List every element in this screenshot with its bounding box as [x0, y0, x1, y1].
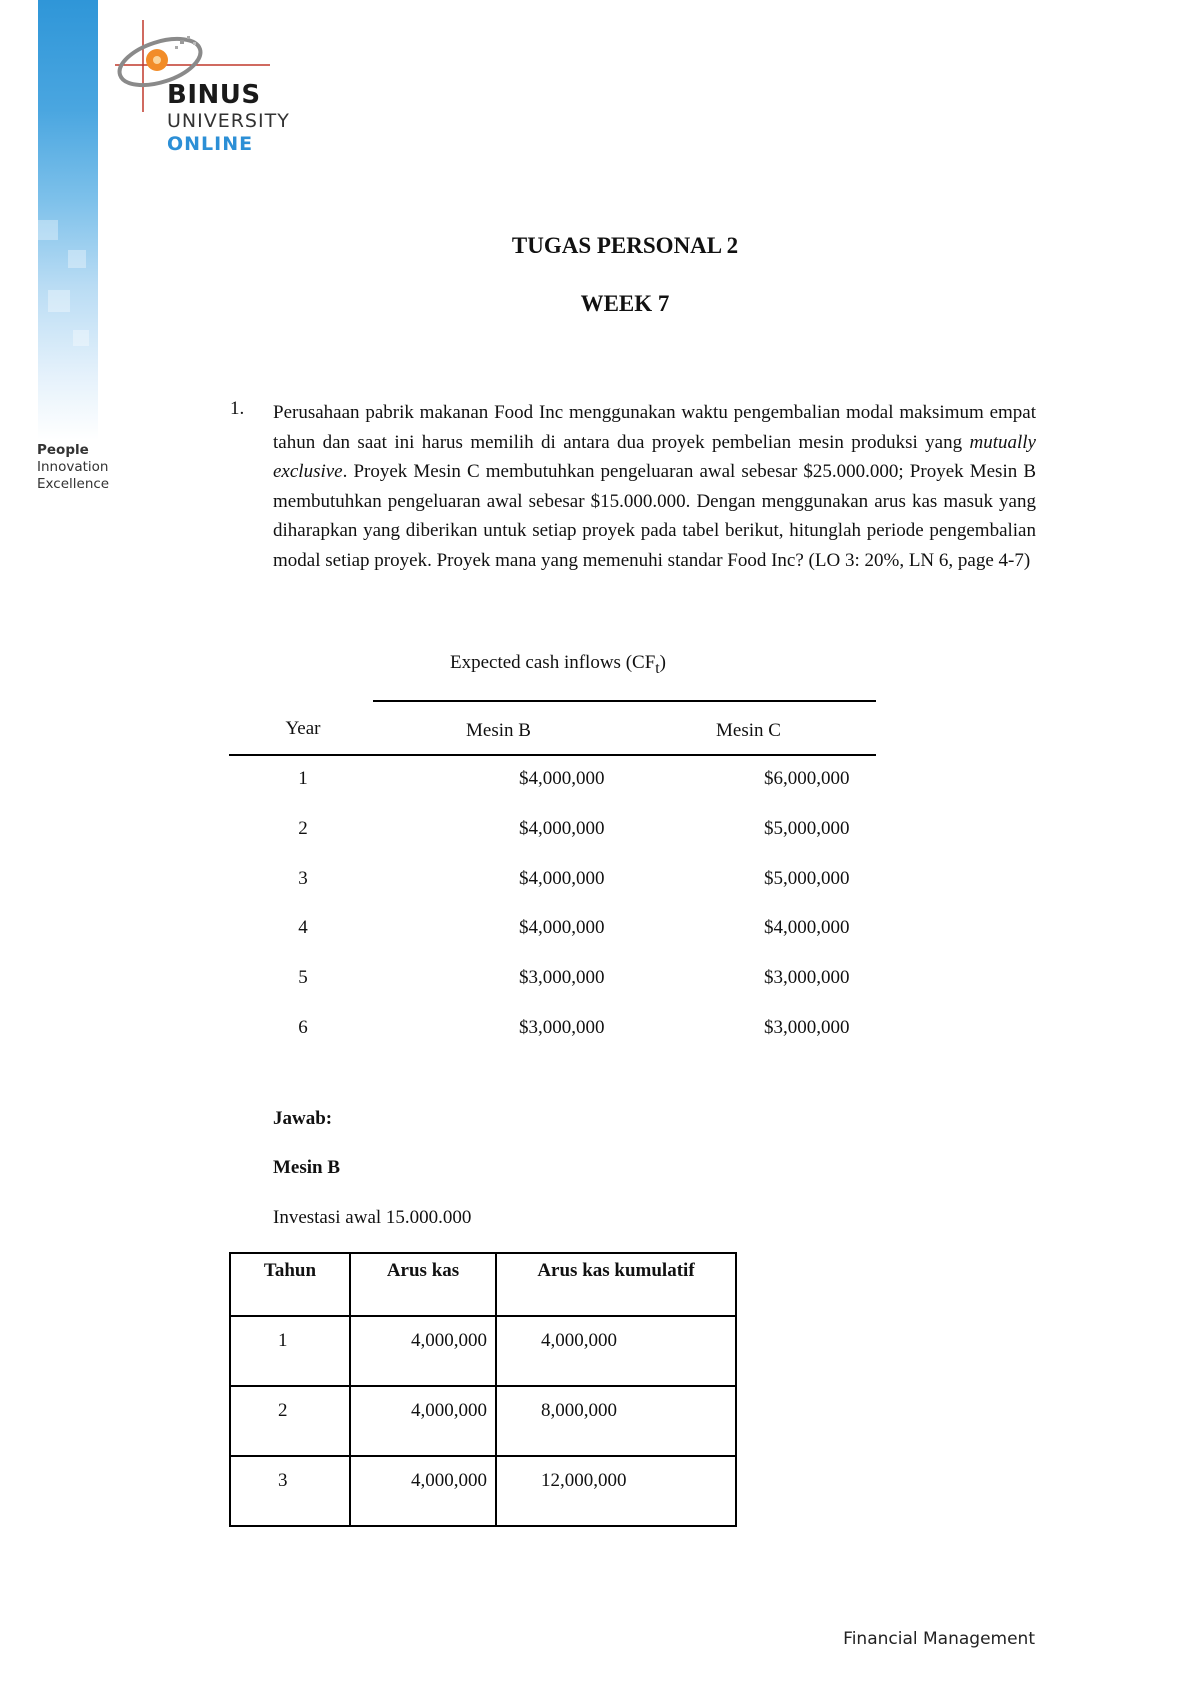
initial-investment: Investasi awal 15.000.000: [273, 1207, 472, 1228]
cell-mesin-b: $3,000,000: [519, 1016, 605, 1038]
cell-tahun: 2: [230, 1386, 350, 1456]
cell-mesin-c: $3,000,000: [764, 967, 850, 989]
cell-year: 5: [298, 967, 308, 989]
cell-year: 2: [298, 817, 308, 839]
answer-label: Jawab:: [273, 1108, 333, 1129]
cell-mesin-b: $4,000,000: [519, 917, 605, 939]
caption-end: ): [659, 652, 666, 673]
caption-text: Expected cash inflows (CF: [450, 652, 656, 673]
cash-flow-caption: [450, 652, 666, 678]
question-text-part: . Proyek Mesin C membutuhkan pengeluaran awal sebesar $25.000.000; Proyek Mesin B membutuhkan pengeluaran awal sebesar $15.000.000. Dengan menggunakan arus kas masuk yang diharapkan yang diberikan untuk setiap proyek pada tabel berikut, hitunglah periode pengembalian modal setiap proyek. Proyek mana yang memenuhi standar Food Inc? (LO 3: 20%, LN 6, page 4-7): [273, 461, 1036, 571]
cell-mesin-c: $3,000,000: [764, 1016, 850, 1038]
cell-arus-kas-kumulatif: 8,000,000: [496, 1386, 736, 1456]
header-arus-kas-kumulatif: Arus kas kumulatif: [496, 1253, 736, 1316]
question-text-italic: mutually exclusive: [273, 431, 1036, 482]
tagline-line: Excellence: [37, 476, 110, 492]
cell-arus-kas-kumulatif: 12,000,000: [496, 1456, 736, 1526]
table-row: [230, 1456, 736, 1526]
page-title: TUGAS PERSONAL 2: [511, 233, 739, 258]
cell-tahun: 3: [230, 1456, 350, 1526]
table-row: [229, 1007, 876, 1057]
table-body: [229, 758, 876, 1057]
cell-mesin-b: $4,000,000: [519, 768, 605, 789]
cell-arus-kas: 4,000,000: [350, 1386, 496, 1456]
cell-tahun: 1: [230, 1316, 350, 1386]
footer-course-name: Financial Management: [843, 1629, 1035, 1649]
table-header-rule: [229, 754, 876, 756]
cell-mesin-c: $5,000,000: [764, 867, 850, 889]
question-text: [273, 398, 1036, 575]
caption-subscript: t: [655, 659, 660, 677]
header-arus-kas: Arus kas: [350, 1253, 496, 1316]
table-row: [230, 1316, 736, 1386]
cell-arus-kas-kumulatif: 4,000,000: [496, 1316, 736, 1386]
table-row: [229, 957, 876, 1007]
question-number: 1.: [230, 398, 245, 419]
cell-year: 1: [298, 768, 308, 789]
cell-year: 6: [298, 1016, 308, 1038]
cell-mesin-c: $6,000,000: [764, 768, 850, 789]
table-row: [229, 808, 876, 858]
table-top-rule: [373, 700, 876, 702]
table-row: [229, 907, 876, 957]
cumulative-cash-flow-table: [229, 1252, 737, 1527]
header-year: Year: [285, 718, 321, 739]
table-row: [230, 1386, 736, 1456]
logo-wordmark-binus: BINUS: [167, 80, 261, 110]
header-mesin-c: Mesin C: [716, 720, 781, 741]
cell-year: 4: [298, 917, 308, 939]
answer-section-title: Mesin B: [273, 1157, 341, 1178]
header-tahun: Tahun: [230, 1253, 350, 1316]
cell-mesin-b: $3,000,000: [519, 967, 605, 989]
table-header-row: [230, 1253, 736, 1316]
tagline-line: People: [37, 442, 89, 458]
page-subtitle: WEEK 7: [580, 291, 670, 316]
cell-year: 3: [298, 867, 308, 889]
table-row: [229, 858, 876, 908]
tagline: [37, 442, 109, 493]
cell-arus-kas: 4,000,000: [350, 1456, 496, 1526]
cell-mesin-c: $4,000,000: [764, 917, 850, 939]
logo-wordmark-university: UNIVERSITY: [167, 110, 290, 132]
cell-mesin-b: $4,000,000: [519, 867, 605, 889]
cell-mesin-b: $4,000,000: [519, 817, 605, 839]
header-mesin-b: Mesin B: [466, 720, 531, 741]
tagline-line: Innovation: [37, 459, 109, 475]
table-row: [229, 758, 876, 808]
table-header-row: [229, 708, 876, 752]
cell-mesin-c: $5,000,000: [764, 817, 850, 839]
logo-wordmark-online: ONLINE: [167, 133, 254, 155]
question-text-part: Perusahaan pabrik makanan Food Inc menggunakan waktu pengembalian modal maksimum empat tahun dan saat ini harus memilih di antara dua proyek pembelian mesin produksi yang: [273, 402, 1036, 453]
decorative-side-strip: [38, 0, 98, 440]
cell-arus-kas: 4,000,000: [350, 1316, 496, 1386]
